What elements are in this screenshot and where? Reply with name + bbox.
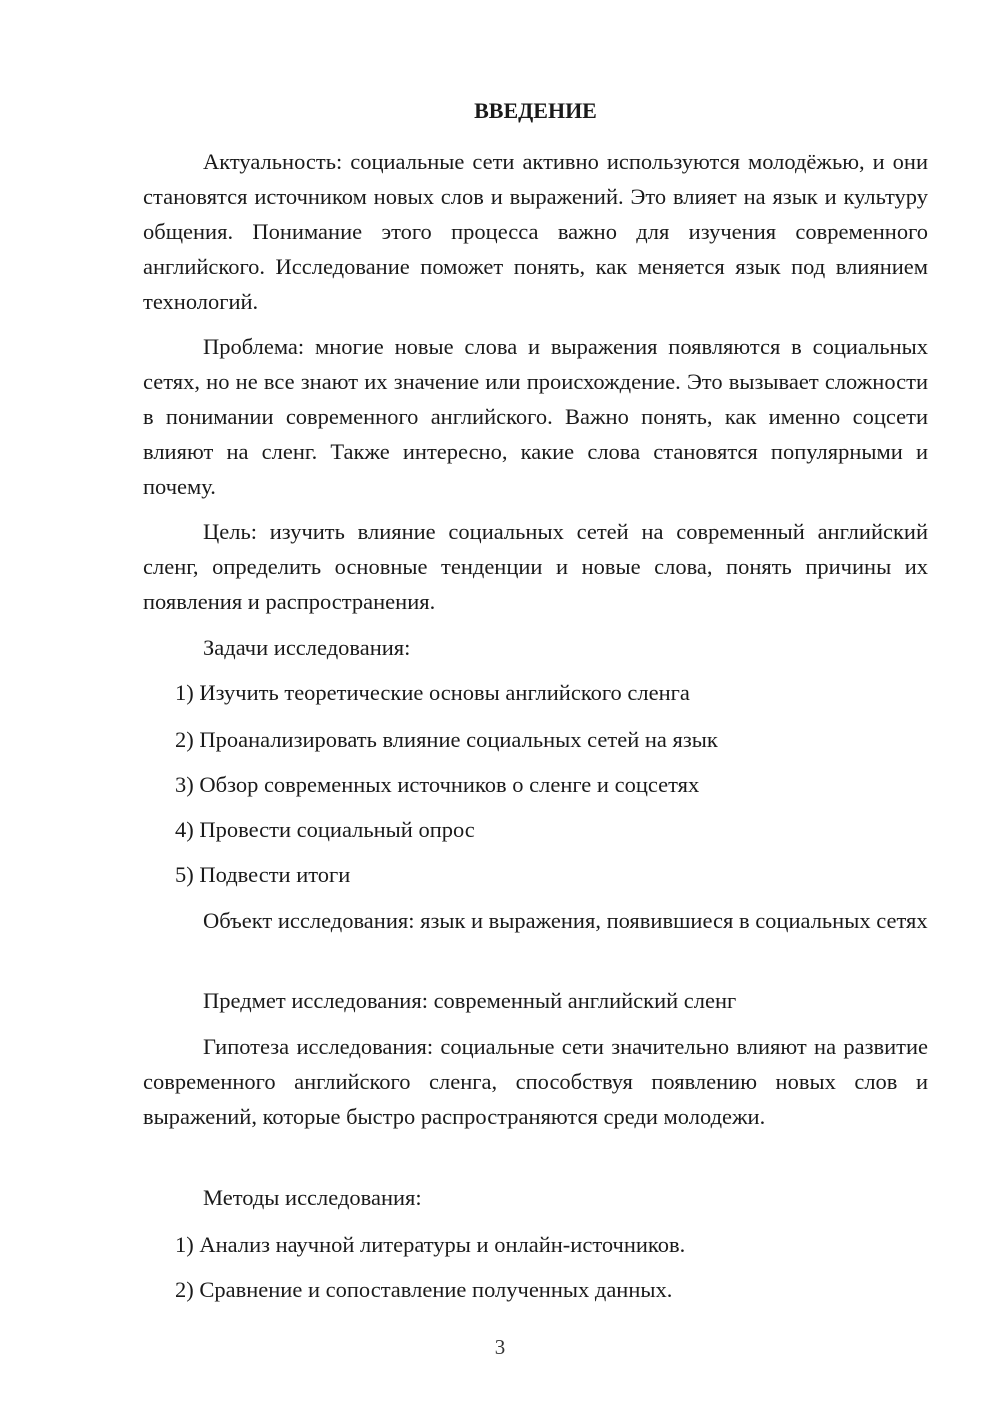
- task-item-5: 5) Подвести итоги: [175, 862, 351, 887]
- task-item-3: 3) Обзор современных источников о сленге и соцсетях: [175, 772, 700, 797]
- task-item-2: 2) Проанализировать влияние социальных сетей на язык: [175, 727, 718, 752]
- method-item-2: 2) Сравнение и сопоставление полученных данных.: [175, 1277, 673, 1302]
- section-heading: ВВЕДЕНИЕ: [474, 98, 597, 123]
- methods-title: Методы исследования:: [203, 1185, 422, 1210]
- problem-paragraph: Проблема: многие новые слова и выражения появляются в социальных сетях, но не все знают их значение или происхождение. Это вызывает сложности в понимании современного английского. Важно понять, как именно соцсети влияют на сленг. Также интересно, какие слова становятся популярными и почему.: [143, 334, 928, 499]
- tasks-title: Задачи исследования:: [203, 635, 411, 660]
- object-paragraph: Объект исследования: язык и выражения, появившиеся в социальных сетях: [203, 908, 928, 933]
- page-number: 3: [494, 1335, 506, 1359]
- subject-paragraph: Предмет исследования: современный английский сленг: [203, 988, 737, 1013]
- goal-paragraph: Цель: изучить влияние социальных сетей на современный английский сленг, определить основные тенденции и новые слова, понять причины их появления и распространения.: [143, 519, 928, 614]
- hypothesis-paragraph: Гипотеза исследования: социальные сети значительно влияют на развитие современного английского сленга, способствуя появлению новых слов и выражений, которые быстро распространяются среди молодежи.: [143, 1034, 928, 1129]
- relevance-paragraph: Актуальность: социальные сети активно используются молодёжью, и они становятся источником новых слов и выражений. Это влияет на язык и культуру общения. Понимание этого процесса важно для изучения современного английского. Исследование поможет понять, как меняется язык под влиянием технологий.: [143, 149, 928, 314]
- task-item-4: 4) Провести социальный опрос: [175, 817, 475, 842]
- task-item-1: 1) Изучить теоретические основы английского сленга: [175, 680, 690, 705]
- method-item-1: 1) Анализ научной литературы и онлайн-источников.: [175, 1232, 686, 1257]
